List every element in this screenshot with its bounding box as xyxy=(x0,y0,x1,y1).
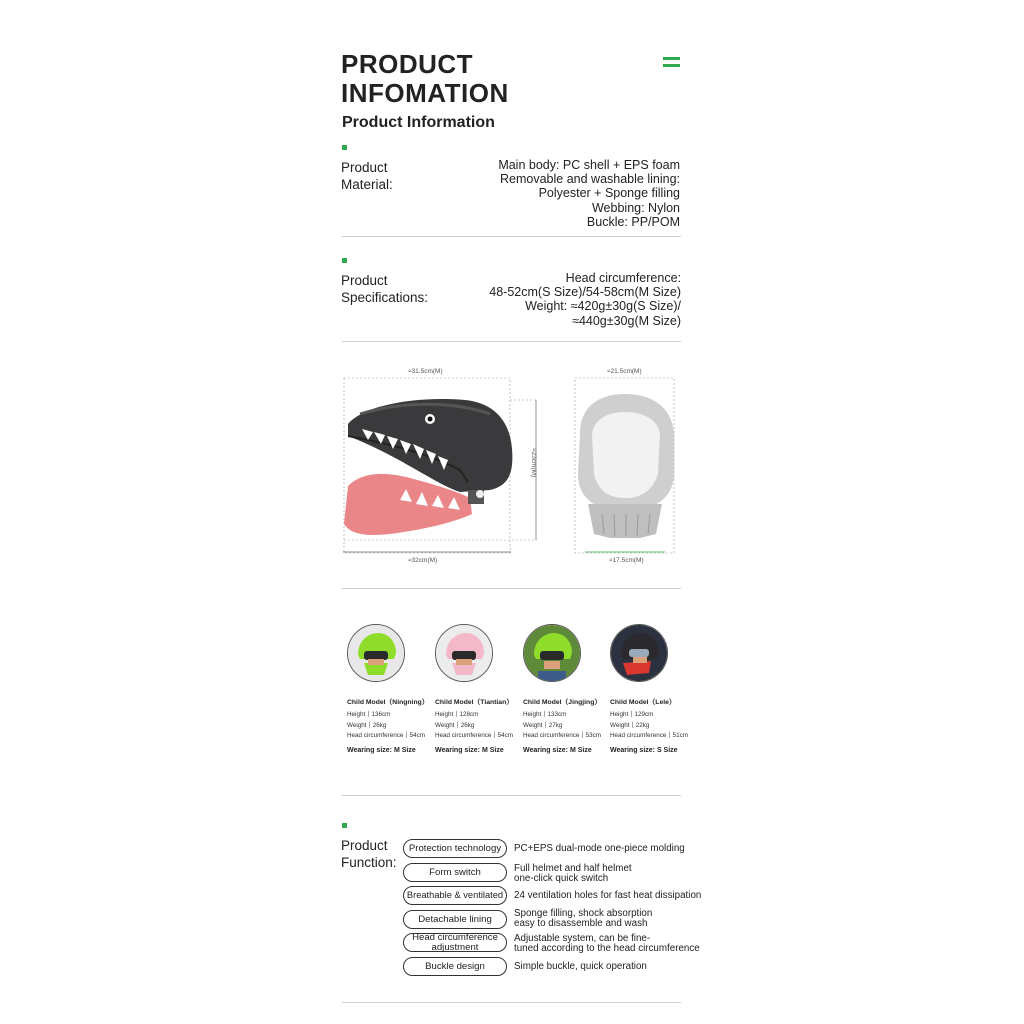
divider xyxy=(342,341,681,342)
side-height-label: ≈23cm(M) xyxy=(530,448,537,478)
model-weight: Weight丨27kg xyxy=(523,721,563,729)
green-marker-icon xyxy=(342,823,347,828)
feature-tag: Detachable lining xyxy=(403,910,507,929)
model-avatar xyxy=(610,624,668,682)
specs-label-line-1: Product xyxy=(341,273,388,288)
green-marker-icon xyxy=(342,258,347,263)
feature-description: Sponge filling, shock absorption easy to disassemble and wash xyxy=(514,908,653,929)
specs-value: ≈440g±30g(M Size) xyxy=(572,313,681,328)
function-label-line-1: Product xyxy=(341,838,388,853)
divider xyxy=(342,236,681,237)
model-stats xyxy=(435,710,519,742)
specs-value: Head circumference: xyxy=(565,271,681,285)
helmet-front-view xyxy=(578,394,674,538)
model-name: Child Model（Ningning） xyxy=(347,699,429,706)
front-width-top-label: ≈21.5cm(M) xyxy=(607,368,642,375)
feature-description: Simple buckle, quick operation xyxy=(514,961,647,972)
material-value: Main body: PC shell + EPS foam xyxy=(498,158,680,172)
section-subtitle: Product Information xyxy=(342,114,495,131)
function-label-line-2: Function: xyxy=(341,855,397,870)
side-width-top-label: ≈31.5cm(M) xyxy=(408,368,443,375)
model-avatar xyxy=(435,624,493,682)
feature-description: PC+EPS dual-mode one-piece molding xyxy=(514,843,685,854)
model-head-circumference: Head circumference丨51cm xyxy=(610,732,689,739)
flag-icon xyxy=(663,57,680,67)
divider xyxy=(342,795,681,796)
model-head-circumference: Head circumference丨53cm xyxy=(523,732,602,739)
side-width-bottom-label: ≈32cm(M) xyxy=(408,557,438,564)
model-head-circumference: Head circumference丨54cm xyxy=(435,732,514,739)
feature-tag: Form switch xyxy=(403,863,507,882)
material-label-line-1: Product xyxy=(341,160,388,175)
model-stats xyxy=(347,710,431,742)
material-value: Buckle: PP/POM xyxy=(586,214,680,229)
model-weight: Weight丨22kg xyxy=(610,721,650,729)
model-wearing-size: Wearing size: M Size xyxy=(523,746,592,754)
page-title-line-2: INFOMATION xyxy=(341,78,509,108)
model-weight: Weight丨26kg xyxy=(347,721,387,729)
helmet-side-view xyxy=(344,399,512,535)
model-name: Child Model（Tiantian） xyxy=(435,699,514,706)
feature-tag: Breathable & ventilated xyxy=(403,886,507,905)
material-value: Webbing: Nylon xyxy=(591,200,680,215)
model-height: Height丨136cm xyxy=(347,711,391,718)
model-wearing-size: Wearing size: M Size xyxy=(435,746,504,754)
model-height: Height丨133cm xyxy=(523,711,567,718)
specs-value: 48-52cm(S Size)/54-58cm(M Size) xyxy=(489,285,681,300)
model-card xyxy=(610,624,694,754)
model-head-circumference: Head circumference丨54cm xyxy=(347,732,426,739)
model-wearing-size: Wearing size: S Size xyxy=(610,746,678,754)
feature-tag: Protection technology xyxy=(403,839,507,858)
green-marker-icon xyxy=(342,145,347,150)
feature-description: 24 ventilation holes for fast heat dissipation xyxy=(514,890,702,901)
model-card xyxy=(347,624,431,754)
feature-description: Full helmet and half helmet one-click quick switch xyxy=(514,863,632,884)
material-label xyxy=(341,159,393,193)
front-width-bottom-label: ≈17.5cm(M) xyxy=(609,557,644,564)
specs-value: Weight: ≈420g±30g(S Size)/ xyxy=(525,299,681,314)
page-title-line-1: PRODUCT xyxy=(341,49,474,79)
model-avatar xyxy=(523,624,581,682)
divider xyxy=(342,588,681,589)
page-title xyxy=(341,50,641,108)
divider xyxy=(342,1002,681,1003)
material-values xyxy=(498,158,680,229)
model-name: Child Model（Jingjing） xyxy=(523,699,602,706)
model-card xyxy=(523,624,607,754)
model-height: Height丨128cm xyxy=(435,711,479,718)
model-weight: Weight丨26kg xyxy=(435,721,475,729)
helmet-dimension-diagram xyxy=(340,374,685,560)
model-wearing-size: Wearing size: M Size xyxy=(347,746,416,754)
material-label-line-2: Material: xyxy=(341,177,393,192)
specs-values xyxy=(489,271,681,328)
model-card xyxy=(435,624,519,754)
function-label xyxy=(341,837,397,871)
material-value: Removable and washable lining: xyxy=(500,172,680,187)
feature-tag: Head circumference adjustment xyxy=(403,933,507,952)
feature-tag: Buckle design xyxy=(403,957,507,976)
model-height: Height丨129cm xyxy=(610,711,654,718)
model-stats xyxy=(610,710,694,742)
feature-description: Adjustable system, can be fine- tuned according to the head circumference xyxy=(514,933,700,954)
model-stats xyxy=(523,710,607,742)
specs-label-line-2: Specifications: xyxy=(341,290,429,305)
material-value: Polyester + Sponge filling xyxy=(538,186,680,201)
specs-label xyxy=(341,272,428,306)
model-avatar xyxy=(347,624,405,682)
model-name: Child Model（Lele） xyxy=(610,699,676,706)
